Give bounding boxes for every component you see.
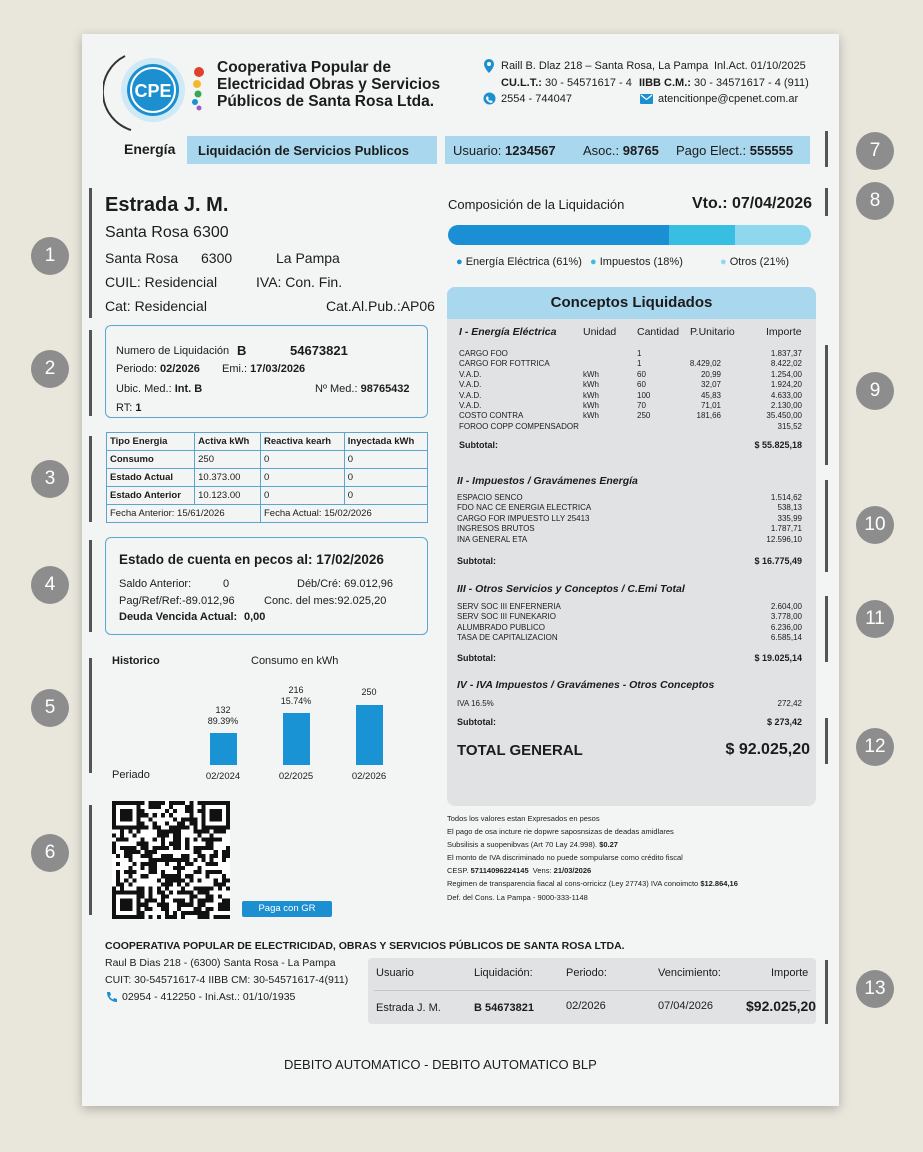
concept-row bbox=[459, 359, 802, 369]
section-divider bbox=[825, 596, 828, 662]
concept-name: ESPACIO SENCO bbox=[457, 493, 523, 502]
concept-row bbox=[459, 422, 802, 432]
concept-qty: 60 bbox=[637, 369, 646, 379]
col-cantidad: Cantidad bbox=[637, 326, 680, 338]
sec4-title: IV - IVA Impuestos / Gravámenes - Otros Conceptos bbox=[457, 679, 715, 691]
stub-header: Periodo: bbox=[566, 967, 607, 979]
concept-name: CARGO FOR FOTTRICA bbox=[459, 359, 550, 369]
section-divider bbox=[825, 480, 828, 572]
table-cell: 0 bbox=[344, 487, 427, 505]
marker-badge: 7 bbox=[856, 132, 894, 170]
marker-badge: 11 bbox=[856, 600, 894, 638]
chart-pct-label: 89.39% bbox=[207, 716, 239, 727]
sec4-subtotal: $ 273,42 bbox=[766, 717, 802, 727]
marker-badge: 5 bbox=[31, 689, 69, 727]
liq-number: 54673821 bbox=[290, 343, 348, 358]
marker-badge: 13 bbox=[856, 970, 894, 1008]
sec1-title: I - Energía Eléctrica bbox=[459, 326, 557, 338]
concept-amount: 1.924,20 bbox=[770, 380, 802, 390]
liq-letter: B bbox=[237, 343, 247, 358]
concept-row bbox=[457, 503, 802, 513]
table-cell: Estado Actual bbox=[107, 469, 195, 487]
concept-amount: 272,42 bbox=[777, 699, 802, 708]
account-band bbox=[445, 136, 810, 164]
concept-name: ALUMBRADO PUBLICO bbox=[457, 622, 546, 632]
table-cell: 0 bbox=[261, 451, 345, 469]
section-divider bbox=[825, 345, 828, 465]
note-line: Def. del Cons. La Pampa - 9000-333-1148 bbox=[447, 892, 588, 902]
concept-unit-price: 71,01 bbox=[700, 400, 721, 410]
chart-tick-label: 02/2024 bbox=[205, 771, 241, 782]
chart-subtitle: Consumo en kWh bbox=[251, 655, 339, 667]
table-cell: 0 bbox=[344, 469, 427, 487]
table-cell: 10.123.00 bbox=[195, 487, 261, 505]
concept-unit: kWh bbox=[583, 411, 599, 421]
concept-row bbox=[459, 411, 802, 421]
sec2-title: II - Impuestos / Gravámenes Energía bbox=[457, 475, 638, 487]
concept-unit-price: 181,66 bbox=[696, 411, 721, 421]
concept-row bbox=[457, 535, 802, 545]
marker-badge: 9 bbox=[856, 372, 894, 410]
section-divider bbox=[825, 960, 828, 1024]
marker-badge: 8 bbox=[856, 182, 894, 220]
concept-name: COSTO CONTRA bbox=[459, 411, 524, 421]
marker-badge: 4 bbox=[31, 566, 69, 604]
customer-province: La Pampa bbox=[276, 250, 340, 266]
marker-badge: 2 bbox=[31, 350, 69, 388]
marker-badge: 6 bbox=[31, 834, 69, 872]
legend-dot-icon: ● bbox=[720, 256, 727, 268]
estado-cuenta-box bbox=[105, 537, 428, 635]
concept-row bbox=[459, 401, 802, 411]
customer-name: Estrada J. M. bbox=[105, 194, 229, 216]
nmed-value: 98765432 bbox=[360, 383, 410, 395]
chart-tick-label: 02/2025 bbox=[278, 771, 314, 782]
note-line: Regimen de transparencia fiacal al cons-orricicz (Ley 27743) IVA conoimcto bbox=[447, 879, 699, 889]
stub-value: B 54673821 bbox=[474, 1002, 534, 1014]
section-divider bbox=[89, 805, 92, 915]
periodo-value: 02/2026 bbox=[160, 363, 200, 375]
sec4-subtotal-label: Subtotal: bbox=[457, 717, 496, 727]
concept-amount: 3.778,00 bbox=[770, 612, 802, 622]
chart-bar bbox=[210, 733, 237, 765]
sec3-rows bbox=[457, 602, 802, 644]
section-divider bbox=[89, 436, 92, 522]
marker-badge: 3 bbox=[31, 460, 69, 498]
sec3-subtotal-label: Subtotal: bbox=[457, 653, 496, 663]
stub-value: $92.025,20 bbox=[746, 998, 817, 1014]
stub-header: Liquidación: bbox=[474, 967, 533, 979]
concept-name: SERV SOC III FUNEKARIO bbox=[457, 612, 556, 622]
company-name bbox=[217, 59, 440, 110]
section-divider bbox=[89, 188, 92, 318]
header-address: Raill B. Dlaz 218 – Santa Rosa, La Pampa bbox=[501, 60, 709, 72]
deuda-value: 0,00 bbox=[244, 611, 266, 623]
chart-xlabel: Periado bbox=[112, 769, 150, 781]
table-row bbox=[107, 487, 428, 505]
footer-address: Raul B Dias 218 - (6300) Santa Rosa - La Pampa bbox=[105, 957, 336, 969]
note-value: $12.864,16 bbox=[700, 879, 738, 889]
concept-qty: 1 bbox=[637, 349, 642, 358]
concept-name: V.A.D. bbox=[459, 400, 482, 410]
emi-value: 17/03/2026 bbox=[250, 363, 306, 375]
customer-zip: 6300 bbox=[201, 250, 233, 266]
cuit-label: CU.L.T.: bbox=[501, 77, 542, 89]
col-punit: P.Unitario bbox=[690, 326, 735, 338]
ubic-value: Int. B bbox=[174, 383, 203, 395]
col-unidad: Unidad bbox=[583, 326, 617, 338]
header-ini-act: Inl.Act. 01/10/2025 bbox=[714, 60, 806, 72]
table-cell: 10.373.00 bbox=[195, 469, 261, 487]
iibb-label: IIBB C.M.: bbox=[639, 77, 691, 89]
concept-amount: 1.787,71 bbox=[770, 524, 802, 534]
concept-name: FOROO COPP COMPENSADOR bbox=[459, 421, 579, 431]
concept-name: V.A.D. bbox=[459, 380, 482, 390]
marker-badge: 10 bbox=[856, 506, 894, 544]
asoc-label: Asoc.: bbox=[583, 143, 620, 158]
section-divider bbox=[89, 540, 92, 632]
table-cell: 0 bbox=[261, 469, 345, 487]
concept-name: FDO NAC CE ENERGIA ELECTRICA bbox=[457, 503, 592, 513]
customer-cuil: CUIL: Residencial bbox=[105, 274, 218, 290]
legend-otros: Otros (21%) bbox=[729, 256, 790, 268]
saldo-value: 0 bbox=[223, 578, 230, 590]
sec2-rows bbox=[457, 493, 802, 545]
marker-badge: 12 bbox=[856, 728, 894, 766]
concept-row bbox=[459, 380, 802, 390]
note-line: El monto de IVA discriminado no puede sompularse como crédito fiscal bbox=[447, 853, 683, 863]
conc-label: Conc. del mes: bbox=[264, 595, 338, 607]
band-title: Liquidación de Servicios Publicos bbox=[187, 136, 437, 164]
pay-qr-button[interactable]: Paga con GR bbox=[242, 901, 332, 917]
concept-unit-price: 8.429,02 bbox=[689, 359, 721, 369]
stub-value: 02/2026 bbox=[566, 1000, 606, 1012]
table-header: Inyectada kWh bbox=[344, 433, 427, 451]
concept-unit: kWh bbox=[583, 369, 599, 379]
col-importe: Importe bbox=[766, 326, 802, 338]
table-cell: 0 bbox=[344, 451, 427, 469]
ubic-label: Ubic. Med.: bbox=[116, 383, 172, 395]
concept-row bbox=[457, 493, 802, 503]
concept-amount: 1.514,62 bbox=[770, 493, 802, 502]
note-value: 21/03/2026 bbox=[553, 866, 592, 876]
concept-row bbox=[457, 602, 802, 612]
concept-name: SERV SOC III ENFERNERIA bbox=[457, 602, 561, 611]
table-row bbox=[107, 469, 428, 487]
fecha-anterior: Fecha Anterior: 15/61/2026 bbox=[107, 505, 261, 523]
customer-city-zip: Santa Rosa 6300 bbox=[105, 224, 229, 241]
stub-header: Importe bbox=[771, 967, 809, 979]
stub-divider bbox=[374, 990, 810, 991]
cpe-logo bbox=[103, 46, 213, 134]
total-label: TOTAL GENERAL bbox=[457, 742, 583, 759]
footer-phone: 02954 - 412250 - Ini.Ast.: 01/10/1935 bbox=[122, 991, 296, 1003]
chart-data-label: 250 bbox=[361, 687, 377, 697]
conc-value: 92.025,20 bbox=[337, 595, 387, 607]
concept-amount: 538,13 bbox=[777, 503, 802, 513]
notes bbox=[447, 812, 738, 904]
section-divider bbox=[89, 658, 92, 773]
legend-energia: Energía Eléctrica (61%) bbox=[465, 256, 582, 268]
concept-qty: 70 bbox=[637, 400, 646, 410]
concept-amount: 335,99 bbox=[777, 513, 802, 523]
table-cell: 0 bbox=[261, 487, 345, 505]
email-icon bbox=[640, 94, 653, 104]
concept-amount: 35.450,00 bbox=[766, 411, 802, 421]
total-value: $ 92.025,20 bbox=[725, 741, 810, 758]
sec2-subtotal: $ 16.775,49 bbox=[754, 556, 802, 566]
consumo-table bbox=[106, 432, 428, 523]
chart-data-label: 216 bbox=[288, 685, 304, 696]
deb-label: Déb/Cré: bbox=[297, 578, 342, 590]
debito-automatico: DEBITO AUTOMATICO - DEBITO AUTOMATICO BLP bbox=[284, 1057, 597, 1072]
concept-name: INA GENERAL ETA bbox=[457, 534, 528, 544]
note-value: $0.27 bbox=[599, 840, 618, 850]
payment-stub bbox=[368, 958, 816, 1024]
marker-badge: 1 bbox=[31, 237, 69, 275]
concept-qty: 250 bbox=[637, 411, 651, 421]
qr-code[interactable] bbox=[112, 801, 230, 919]
location-pin-icon bbox=[483, 59, 495, 73]
note-line: Todos los valores estan Expresados en pesos bbox=[447, 814, 600, 823]
stub-header: Usuario bbox=[376, 967, 414, 979]
liquidacion-box bbox=[105, 325, 428, 418]
stub-header: Vencimiento: bbox=[658, 967, 721, 979]
chart-bar bbox=[356, 705, 383, 765]
table-header: Activa kWh bbox=[195, 433, 261, 451]
footer-cuit: CUIT: 30-54571617-4 IIBB CM: 30-54571617-4(911) bbox=[105, 974, 349, 986]
concept-amount: 12.596,10 bbox=[766, 534, 802, 544]
note-line: Vens: bbox=[532, 866, 552, 876]
table-row bbox=[107, 505, 428, 523]
concept-name: INGRESOS BRUTOS bbox=[457, 524, 535, 534]
concept-unit: kWh bbox=[583, 400, 599, 410]
deb-value: 69.012,96 bbox=[344, 578, 394, 590]
composition-segment bbox=[669, 225, 734, 245]
chart-pct-label: 15.74% bbox=[280, 696, 312, 707]
nmed-label: Nº Med.: bbox=[315, 383, 358, 395]
sec3-subtotal: $ 19.025,14 bbox=[754, 653, 802, 663]
legend-impuestos: Impuestos (18%) bbox=[599, 256, 683, 268]
conceptos-title: Conceptos Liquidados bbox=[447, 287, 816, 319]
chart-tick-label: 02/2026 bbox=[351, 771, 387, 782]
sec3-title: III - Otros Servicios y Conceptos / C.Emi Total bbox=[457, 583, 685, 595]
concept-row bbox=[457, 633, 802, 643]
chart-data-label: 132 bbox=[215, 705, 231, 716]
composition-segment bbox=[735, 225, 811, 245]
concept-amount: 2.604,00 bbox=[770, 602, 802, 611]
section-divider bbox=[89, 330, 92, 416]
table-row bbox=[107, 451, 428, 469]
fecha-actual: Fecha Actual: 15/02/2026 bbox=[261, 505, 428, 523]
usuario-label: Usuario: bbox=[453, 143, 502, 158]
sec1-subtotal: $ 55.825,18 bbox=[754, 440, 802, 450]
concept-name: TASA DE CAPITALIZACION bbox=[457, 633, 558, 643]
note-value: 57114096224145 bbox=[470, 866, 529, 876]
concept-amount: 1.254,00 bbox=[770, 369, 802, 379]
header-phone: 2554 - 744047 bbox=[501, 93, 572, 105]
table-header: Tipo Energia bbox=[107, 433, 195, 451]
company-name-line: Electricidad Obras y Servicios bbox=[217, 76, 441, 93]
concept-row bbox=[459, 370, 802, 380]
concept-row bbox=[459, 349, 802, 359]
concept-amount: 8.422,02 bbox=[770, 359, 802, 369]
usuario-value: 1234567 bbox=[505, 143, 556, 158]
logo-text: CPE bbox=[134, 81, 172, 101]
concept-amount: 6.585,14 bbox=[770, 633, 802, 643]
sec2-subtotal-label: Subtotal: bbox=[457, 556, 496, 566]
concept-unit-price: 32,07 bbox=[700, 380, 721, 390]
customer-cat-al: Cat.Al.Pub.:AP06 bbox=[326, 298, 435, 314]
composition-segment bbox=[448, 225, 669, 245]
note-line: Subsilisis a suopenibvas (Art 70 Lay 24.998). bbox=[447, 840, 598, 850]
deuda-label: Deuda Vencida Actual: bbox=[119, 611, 238, 623]
company-name-line: Públicos de Santa Rosa Ltda. bbox=[217, 93, 435, 110]
pago-label: Pago Elect.: bbox=[676, 143, 747, 158]
concept-unit-price: 20,99 bbox=[700, 369, 721, 379]
customer-city: Santa Rosa bbox=[105, 250, 179, 266]
note-line: El pago de osa incture rie dopwre saposnsizas de deadas amidlares bbox=[447, 827, 674, 837]
concept-amount: 1.837,37 bbox=[770, 349, 802, 358]
concept-unit: kWh bbox=[583, 380, 599, 390]
estado-title: Estado de cuenta en pecos al: 17/02/2026 bbox=[119, 552, 384, 567]
concept-row bbox=[459, 391, 802, 401]
sec1-rows bbox=[459, 349, 802, 432]
note-line: CESP. bbox=[447, 866, 469, 876]
company-name-line: Cooperativa Popular de bbox=[217, 59, 391, 76]
concept-row bbox=[457, 524, 802, 534]
asoc-value: 98765 bbox=[622, 143, 659, 158]
composition-bar bbox=[448, 225, 811, 245]
concept-row bbox=[457, 514, 802, 524]
liq-num-label: Numero de Liquidación bbox=[116, 345, 230, 357]
section-divider bbox=[825, 188, 828, 216]
concept-unit-price: 45,83 bbox=[700, 390, 721, 400]
customer-iva: IVA: Con. Fin. bbox=[256, 274, 343, 290]
concept-amount: 4.633,00 bbox=[770, 390, 802, 400]
concept-name: IVA 16.5% bbox=[457, 699, 494, 708]
phone-icon bbox=[106, 991, 117, 1002]
rt-label: RT: bbox=[116, 402, 133, 414]
pag-value: -89.012,96 bbox=[181, 595, 235, 607]
table-cell: Estado Anterior bbox=[107, 487, 195, 505]
sec4-rows bbox=[457, 699, 802, 709]
stub-value: 07/04/2026 bbox=[658, 1000, 714, 1012]
vto-date: Vto.: 07/04/2026 bbox=[692, 195, 813, 212]
saldo-label: Saldo Anterior: bbox=[119, 578, 192, 590]
concept-name: V.A.D. bbox=[459, 390, 482, 400]
footer-company: COOPERATIVA POPULAR DE ELECTRICIDAD, OBRAS Y SERVICIOS PÚBLICOS DE SANTA ROSA LTDA. bbox=[105, 940, 625, 952]
concept-amount: 6.236,00 bbox=[770, 622, 802, 632]
concept-row bbox=[457, 623, 802, 633]
header-email[interactable]: atencitionpe@cpenet.com.ar bbox=[658, 93, 799, 105]
concept-qty: 1 bbox=[637, 359, 642, 369]
concept-name: CARGO FOR IMPUESTO LLY 25413 bbox=[457, 513, 590, 523]
legend-dot-icon: ● bbox=[456, 256, 463, 268]
section-divider bbox=[825, 718, 828, 764]
concept-unit: kWh bbox=[583, 390, 599, 400]
concept-amount: 315,52 bbox=[777, 421, 802, 431]
chart-title: Historico bbox=[112, 655, 160, 667]
sec1-subtotal-label: Subtotal: bbox=[459, 440, 498, 450]
concept-qty: 100 bbox=[637, 390, 651, 400]
concept-name: CARGO FOO bbox=[459, 349, 508, 358]
table-header-row bbox=[107, 433, 428, 451]
table-header: Reactiva kearh bbox=[261, 433, 345, 451]
phone-icon bbox=[483, 92, 496, 105]
chart-bar bbox=[283, 713, 310, 765]
customer-cat: Cat: Residencial bbox=[105, 298, 207, 314]
stub-value: Estrada J. M. bbox=[376, 1002, 441, 1014]
concept-name: V.A.D. bbox=[459, 369, 482, 379]
concept-row bbox=[457, 699, 802, 709]
energia-label: Energía bbox=[124, 141, 176, 157]
concept-row bbox=[457, 612, 802, 622]
section-divider bbox=[825, 131, 828, 167]
composicion-title: Composición de la Liquidación bbox=[448, 197, 625, 212]
concept-qty: 60 bbox=[637, 380, 646, 390]
pag-label: Pag/Ref/Ref: bbox=[119, 595, 182, 607]
legend-dot-icon: ● bbox=[590, 256, 597, 268]
concept-amount: 2.130,00 bbox=[770, 400, 802, 410]
periodo-label: Periodo: bbox=[116, 363, 157, 375]
pago-value: 555555 bbox=[749, 143, 794, 158]
rt-value: 1 bbox=[135, 402, 142, 414]
emi-label: Emi.: bbox=[222, 363, 248, 375]
table-cell: 250 bbox=[195, 451, 261, 469]
table-cell: Consumo bbox=[107, 451, 195, 469]
header-iibb: 30 - 34571617 - 4 (911) bbox=[694, 77, 809, 89]
header-cuit: 30 - 54571617 - 4 bbox=[545, 77, 632, 89]
